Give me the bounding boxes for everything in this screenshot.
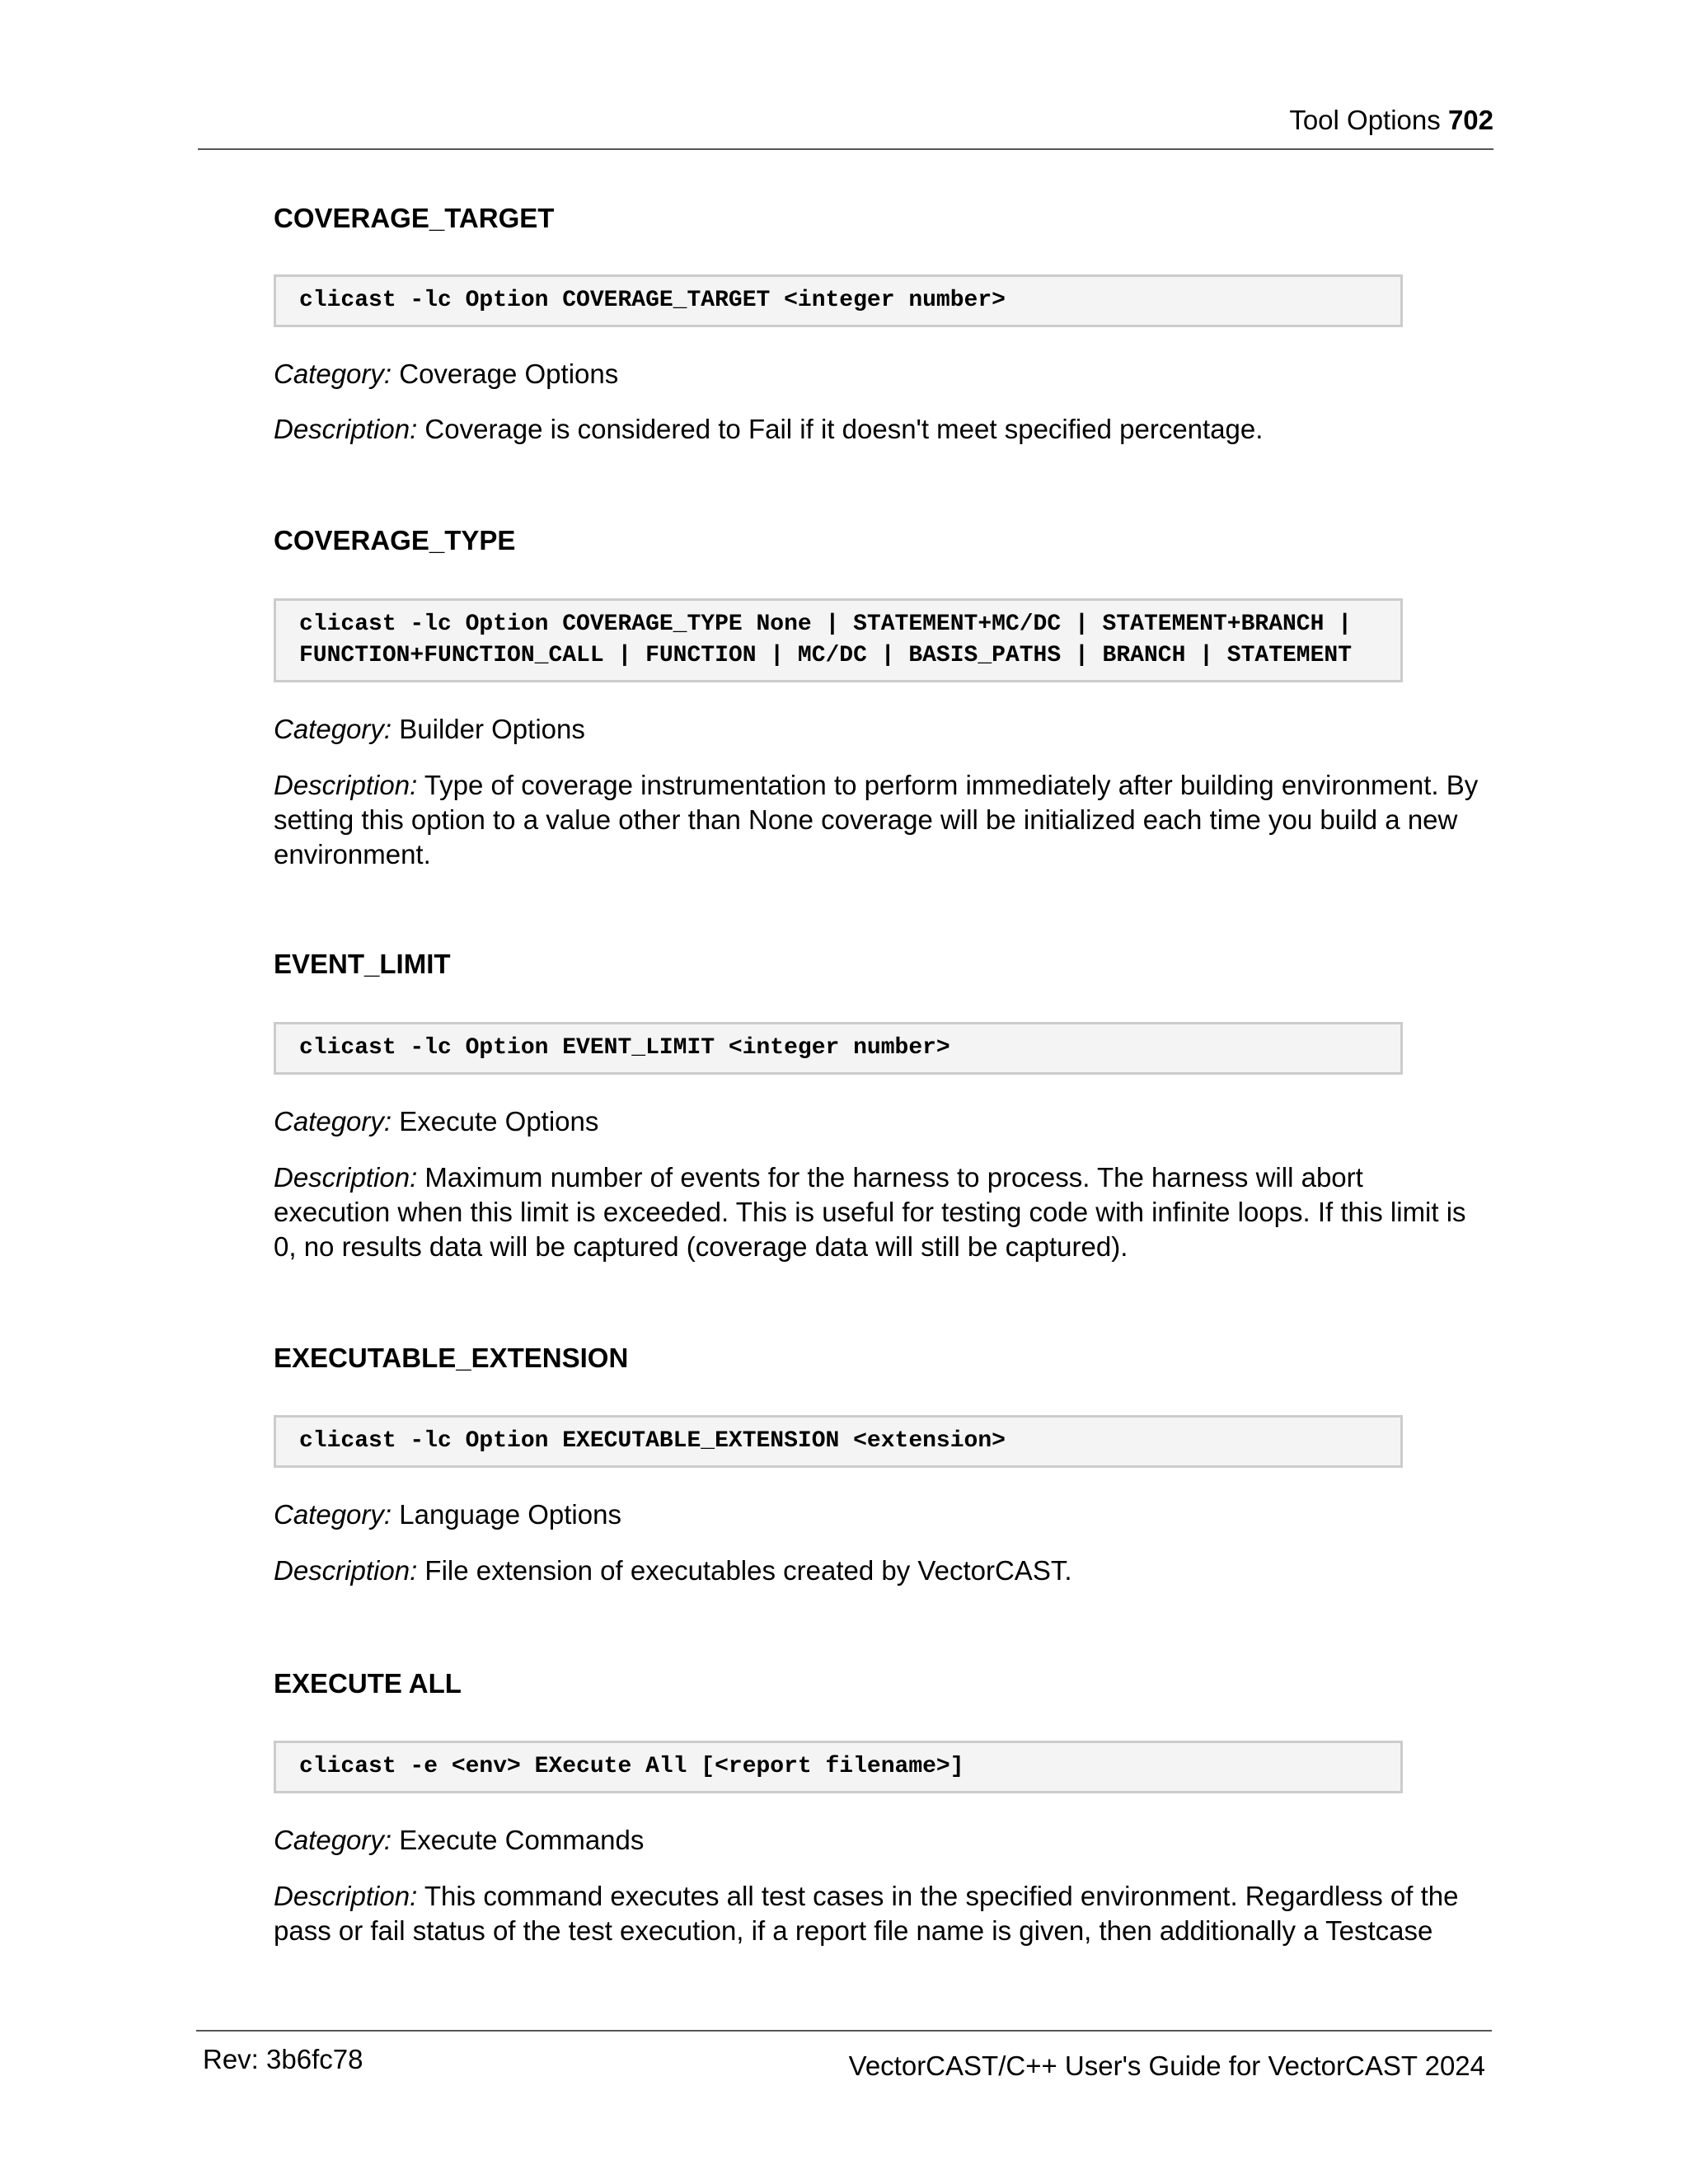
description-execute-all xyxy=(274,1879,1485,1948)
header-text xyxy=(1289,104,1493,137)
page-footer xyxy=(196,2030,1492,2081)
category-label: Category: xyxy=(274,714,392,744)
page-header xyxy=(198,104,1493,150)
category-event-limit xyxy=(274,1104,1485,1139)
section-heading-execute-all: EXECUTE ALL xyxy=(274,1668,462,1699)
section-heading-coverage-target: COVERAGE_TARGET xyxy=(274,203,555,233)
description-label: Description: xyxy=(274,1881,418,1911)
description-text: File extension of executables created by VectorCAST. xyxy=(424,1555,1072,1586)
category-value: Builder Options xyxy=(399,714,585,744)
code-block-execute-all: clicast -e <env> EXecute All [<report filename>] xyxy=(274,1741,1403,1793)
description-event-limit xyxy=(274,1160,1485,1264)
description-label: Description: xyxy=(274,770,418,800)
code-block-event-limit: clicast -lc Option EVENT_LIMIT <integer number> xyxy=(274,1022,1403,1075)
category-label: Category: xyxy=(274,1106,392,1137)
category-value: Execute Commands xyxy=(399,1825,645,1855)
category-execute-all xyxy=(274,1823,1485,1858)
description-label: Description: xyxy=(274,1555,418,1586)
category-executable-extension xyxy=(274,1497,1485,1532)
description-label: Description: xyxy=(274,414,418,444)
category-value: Execute Options xyxy=(399,1106,599,1137)
category-label: Category: xyxy=(274,1499,392,1530)
description-text: Coverage is considered to Fail if it doesn't meet specified percentage. xyxy=(424,414,1264,444)
description-text: This command executes all test cases in the specified environment. Regardless of the pass or fail status of the test execution, if a report file name is given, then additionally a Testcase xyxy=(274,1881,1459,1946)
description-coverage-type xyxy=(274,768,1485,872)
description-text: Type of coverage instrumentation to perform immediately after building environment. By setting this option to a value other than None coverage will be initialized each time you build a new environment. xyxy=(274,770,1479,869)
description-coverage-target xyxy=(274,412,1485,447)
page-number: 702 xyxy=(1447,105,1493,135)
description-executable-extension xyxy=(274,1554,1485,1588)
category-label: Category: xyxy=(274,1825,392,1855)
category-value: Language Options xyxy=(399,1499,621,1530)
category-coverage-type xyxy=(274,712,1485,747)
section-heading-coverage-type: COVERAGE_TYPE xyxy=(274,525,516,555)
description-text: Maximum number of events for the harness to process. The harness will abort execution when this limit is exceeded. This is useful for testing code with infinite loops. If this limit is 0, no results data will be captured (coverage data will still be captured). xyxy=(274,1162,1466,1262)
code-block-coverage-target: clicast -lc Option COVERAGE_TARGET <integer number> xyxy=(274,274,1403,327)
section-heading-event-limit: EVENT_LIMIT xyxy=(274,949,451,979)
footer-guide-title: VectorCAST/C++ User's Guide for VectorCAST 2024 xyxy=(848,2050,1485,2081)
code-block-coverage-type: clicast -lc Option COVERAGE_TYPE None | STATEMENT+MC/DC | STATEMENT+BRANCH | FUNCTION+FUNCTION_CALL | FUNCTION | MC/DC | BASIS_PATHS | BRANCH | STATEMENT xyxy=(274,598,1403,682)
category-value: Coverage Options xyxy=(399,359,619,389)
section-heading-executable-extension: EXECUTABLE_EXTENSION xyxy=(274,1343,629,1373)
footer-revision: Rev: 3b6fc78 xyxy=(203,2044,363,2074)
description-label: Description: xyxy=(274,1162,418,1193)
category-label: Category: xyxy=(274,359,392,389)
code-block-executable-extension: clicast -lc Option EXECUTABLE_EXTENSION <extension> xyxy=(274,1415,1403,1468)
header-section-title: Tool Options xyxy=(1289,105,1441,135)
category-coverage-target xyxy=(274,357,1485,391)
